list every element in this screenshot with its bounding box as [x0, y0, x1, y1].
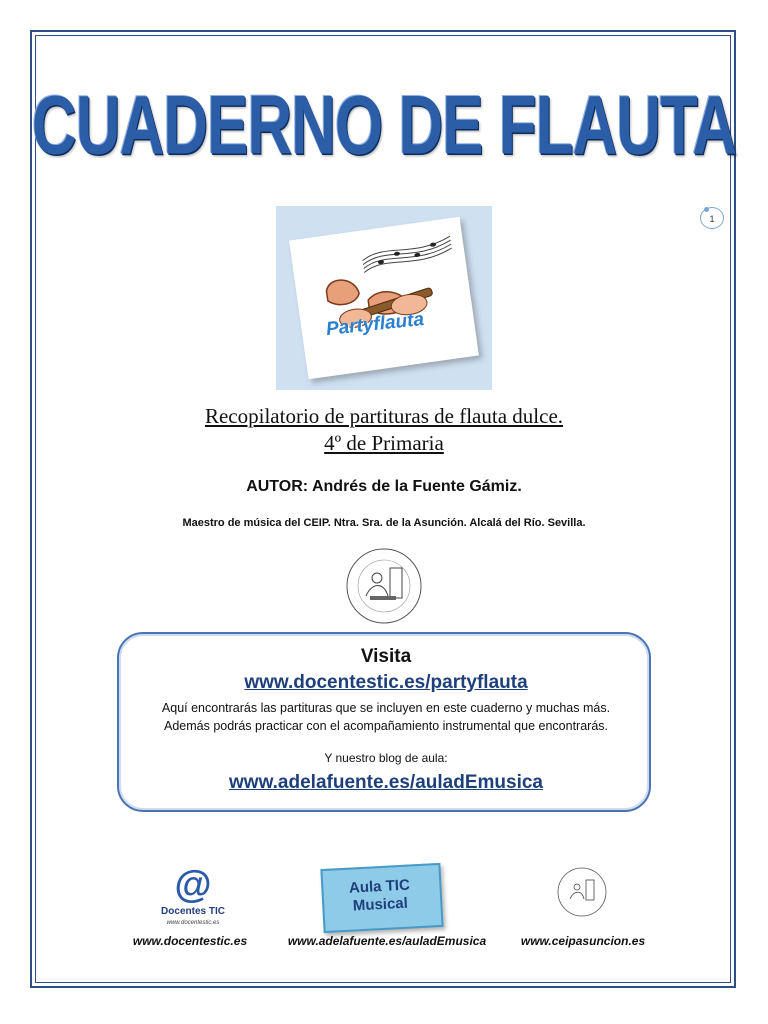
partyflauta-link[interactable]: www.docentestic.es/partyflauta [244, 672, 528, 693]
visit-description-1: Aquí encontrarás las partituras que se incluyen en este cuaderno y muchas más. [161, 701, 611, 715]
partyflauta-card [289, 217, 479, 380]
docentestic-logo[interactable] [143, 864, 243, 930]
aula-tic-musical-logo[interactable] [320, 863, 443, 933]
at-sign-icon: @ [174, 864, 212, 906]
author-line: AUTOR: Andrés de la Fuente Gámiz. [246, 478, 522, 495]
visit-heading: Visita [360, 646, 412, 667]
partyflauta-logo-text: Partyflauta [325, 308, 425, 341]
subtitle-line-1: Recopilatorio de partituras de flauta dulce. [204, 404, 564, 428]
docentestic-logo-url: www.docentestic.es [166, 920, 220, 926]
ceipasuncion-caption[interactable]: www.ceipasuncion.es [520, 934, 646, 948]
visit-description-2: Además podrás practicar con el acompañamiento instrumental que encontrarás. [164, 719, 608, 733]
teacher-line: Maestro de música del CEIP. Ntra. Sra. de la Asunción. Alcalá del Río. Sevilla. [182, 517, 586, 529]
page-number: 1 [700, 207, 724, 229]
aula-tic-musical-text: Aula TIC Musical [348, 876, 411, 915]
docentestic-caption[interactable]: www.docentestic.es [132, 934, 248, 948]
docentestic-logo-text: Docentes TIC [161, 906, 225, 917]
page-border-inner [35, 35, 731, 983]
blog-link[interactable]: www.adelafuente.es/auladEmusica [229, 772, 543, 793]
blog-label: Y nuestro blog de aula: [324, 751, 448, 765]
page-title: CUADERNO DE FLAUTA [31, 79, 737, 173]
ceip-seal-icon[interactable] [556, 866, 608, 918]
visit-box [117, 632, 651, 812]
subtitle-line-2: 4º de Primaria [324, 431, 444, 455]
page-number-dot [704, 207, 709, 212]
flute-illustration-icon [289, 217, 479, 380]
school-seal-icon [344, 546, 424, 626]
partyflauta-logo [276, 206, 492, 390]
adelafuente-caption[interactable]: www.adelafuente.es/auladEmusica [287, 934, 487, 948]
